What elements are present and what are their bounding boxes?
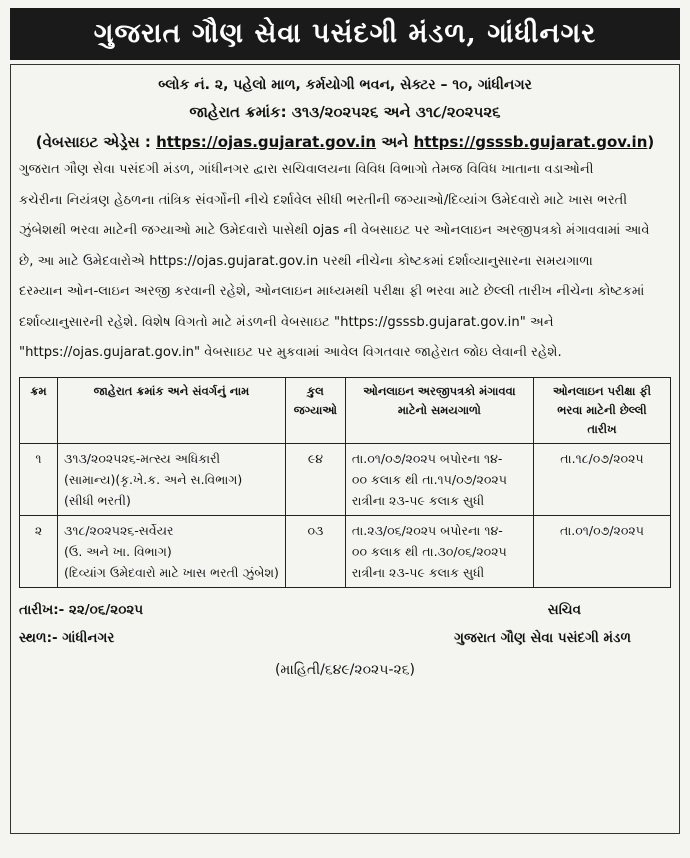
header-name: જાહેરાત ક્રમાંક અને સંવર્ગનું નામ — [58, 377, 286, 443]
office-name: ગુજરાત ગૌણ સેવા પસંદગી મંડળ — [454, 629, 631, 646]
row-name-line: ૩૧૮/૨૦૨૫૨૬-સર્વેયર — [64, 522, 174, 538]
header-posts — [285, 377, 345, 443]
row-period-line: તા.૦૧/૦૭/૨૦૨૫ બપોરના ૧૪- — [351, 450, 503, 466]
website-line — [19, 133, 671, 151]
row-period-line: રાત્રીના ૨૩-૫૯ કલાક સુધી — [351, 564, 485, 580]
body-line: દર્શાવ્યાનુસારની રહેશે. વિશેષ વિગતો માટે મંડળની વેબસાઇટ "https://gsssb.gujarat.gov.in" અને — [19, 314, 554, 330]
row-fee-date: તા.૦૧/૦૭/૨૦૨૫ — [533, 515, 670, 587]
place-value: ગાંધીનગર — [62, 629, 115, 646]
header-fee-line: ઓનલાઇન પરીક્ષા ફી — [552, 383, 651, 398]
row-name-line: (સામાન્ય)(કૃ.ખે.ક. અને સ.વિભાગ) — [64, 471, 243, 487]
table-header-row — [20, 377, 671, 443]
signature-row-date — [19, 602, 671, 618]
body-line: કચેરીના નિયંત્રણ હેઠળના તાંત્રિક સંવર્ગોની નીચે દર્શાવેલ સીધી ભરતીની જગ્યાઓ/દિવ્યાંગ ઉમેદવારો માટે ખાસ ભરતી — [19, 192, 628, 208]
header-posts-line: કુલ — [307, 383, 324, 398]
row-name-line: (દિવ્યાંગ ઉમેદવારો માટે ખાસ ભરતી ઝુંબેશ) — [64, 564, 279, 580]
place-label: સ્થળ:- — [19, 629, 58, 646]
gsssb-link[interactable]: https://gsssb.gujarat.gov.in — [413, 133, 648, 151]
row-posts: ૦૩ — [285, 515, 345, 587]
header-fee-line: તારીખ — [587, 421, 617, 436]
advertisement-page — [0, 8, 690, 858]
date-block — [19, 602, 143, 618]
website-suffix: ) — [647, 133, 655, 151]
ojas-link[interactable]: https://ojas.gujarat.gov.in — [156, 133, 377, 151]
header-period-line: માટેનો સમયગાળો — [397, 402, 481, 417]
row-name-line: (ઉ. અને ખા. વિભાગ) — [64, 543, 172, 559]
row-name-line: ૩૧૩/૨૦૨૫૨૬-મત્સ્ય અધિકારી — [64, 450, 221, 466]
page-title: ગુજરાત ગૌણ સેવા પસંદગી મંડળ, ગાંધીનગર — [93, 18, 597, 49]
advertisement-number: જાહેરાત ક્રમાંક: ૩૧૩/૨૦૨૫૨૬ અને ૩૧૮/૨૦૨૫૨૬ — [189, 103, 501, 121]
row-posts: ૯૪ — [285, 443, 345, 515]
row-name — [58, 443, 286, 515]
office-address: બ્લોક નં. ૨, પહેલો માળ, કર્મયોગી ભવન, સેક્ટર – ૧૦, ગાંધીનગર — [158, 77, 532, 93]
signature-row-place — [19, 630, 671, 646]
date-label: તારીખ:- — [19, 601, 65, 618]
header-period-line: ઓનલાઇન અરજીપત્રકો મંગાવવા — [363, 383, 516, 398]
body-paragraph — [19, 155, 671, 369]
body-line: ઝુંબેશથી ભરવા માટેની જગ્યાઓ માટે ઉમેદવારો પાસેથી ojas ની વેબસાઇટ પર ઓનલાઇન અરજીપત્રકો મંગાવવામાં આવે — [19, 223, 650, 238]
header-fee-line: ભરવા માટેની છેલ્લી — [557, 402, 647, 417]
body-line: "https://ojas.gujarat.gov.in" વેબસાઇટ પર મુકવામાં આવેલ વિગતવાર જાહેરાત જોઇ લેવાની રહેશે. — [19, 345, 562, 360]
header-posts-line: જગ્યાઓ — [293, 402, 338, 417]
date-value: ૨૨/૦૬/૨૦૨૫ — [68, 601, 144, 618]
body-line: દરમ્યાન ઓન-લાઇન અરજી કરવાની રહેશે, ઓનલાઇન માધ્યમથી પરીક્ષા ફી ભરવા માટે છેલ્લી તારીખ નીચેના કોષ્ટકમાં — [19, 284, 645, 299]
header-period — [345, 377, 533, 443]
designation: સચિવ — [547, 601, 581, 618]
row-period-line: ૦૦ કલાક થી તા.૩૦/૦૬/૨૦૨૫ — [351, 543, 507, 559]
footer-reference: (માહિતી/૬૪૯/૨૦૨૫-૨૬) — [274, 661, 416, 678]
row-period-line: તા.૨૩/૦૬/૨૦૨૫ બપોરના ૧૪- — [351, 522, 503, 538]
row-name-line: (સીધી ભરતી) — [64, 492, 131, 508]
row-period — [345, 443, 533, 515]
row-sr: ૧ — [20, 443, 58, 515]
table-row — [20, 443, 671, 515]
website-and: અને — [381, 133, 409, 151]
row-name — [58, 515, 286, 587]
advertisement-frame — [10, 64, 680, 834]
table-row — [20, 515, 671, 587]
row-period-line: રાત્રીના ૨૩-૫૯ કલાક સુધી — [351, 492, 485, 508]
row-period — [345, 515, 533, 587]
place-block — [19, 630, 114, 646]
row-period-line: ૦૦ કલાક થી તા.૧૫/૦૭/૨૦૨૫ — [351, 471, 507, 487]
header-fee-date — [533, 377, 670, 443]
row-fee-date: તા.૧૮/૦૭/૨૦૨૫ — [533, 443, 670, 515]
header-banner — [10, 8, 680, 60]
posts-table — [19, 377, 671, 588]
website-prefix: (વેબસાઇટ એડ્રેસ : — [35, 133, 151, 151]
body-line: ગુજરાત ગૌણ સેવા પસંદગી મંડળ, ગાંધીનગર દ્વારા સચિવાલયના વિવિધ વિભાગો તેમજ વિવિધ ખાતાના વડાઓની — [19, 162, 594, 177]
header-sr: ક્રમ — [20, 377, 58, 443]
row-sr: ૨ — [20, 515, 58, 587]
body-line: છે, આ માટે ઉમેદવારોએ https://ojas.gujarat.gov.in પરથી નીચેના કોષ્ટકમાં દર્શાવ્યાનુસારના સમયગાળા — [19, 253, 593, 269]
